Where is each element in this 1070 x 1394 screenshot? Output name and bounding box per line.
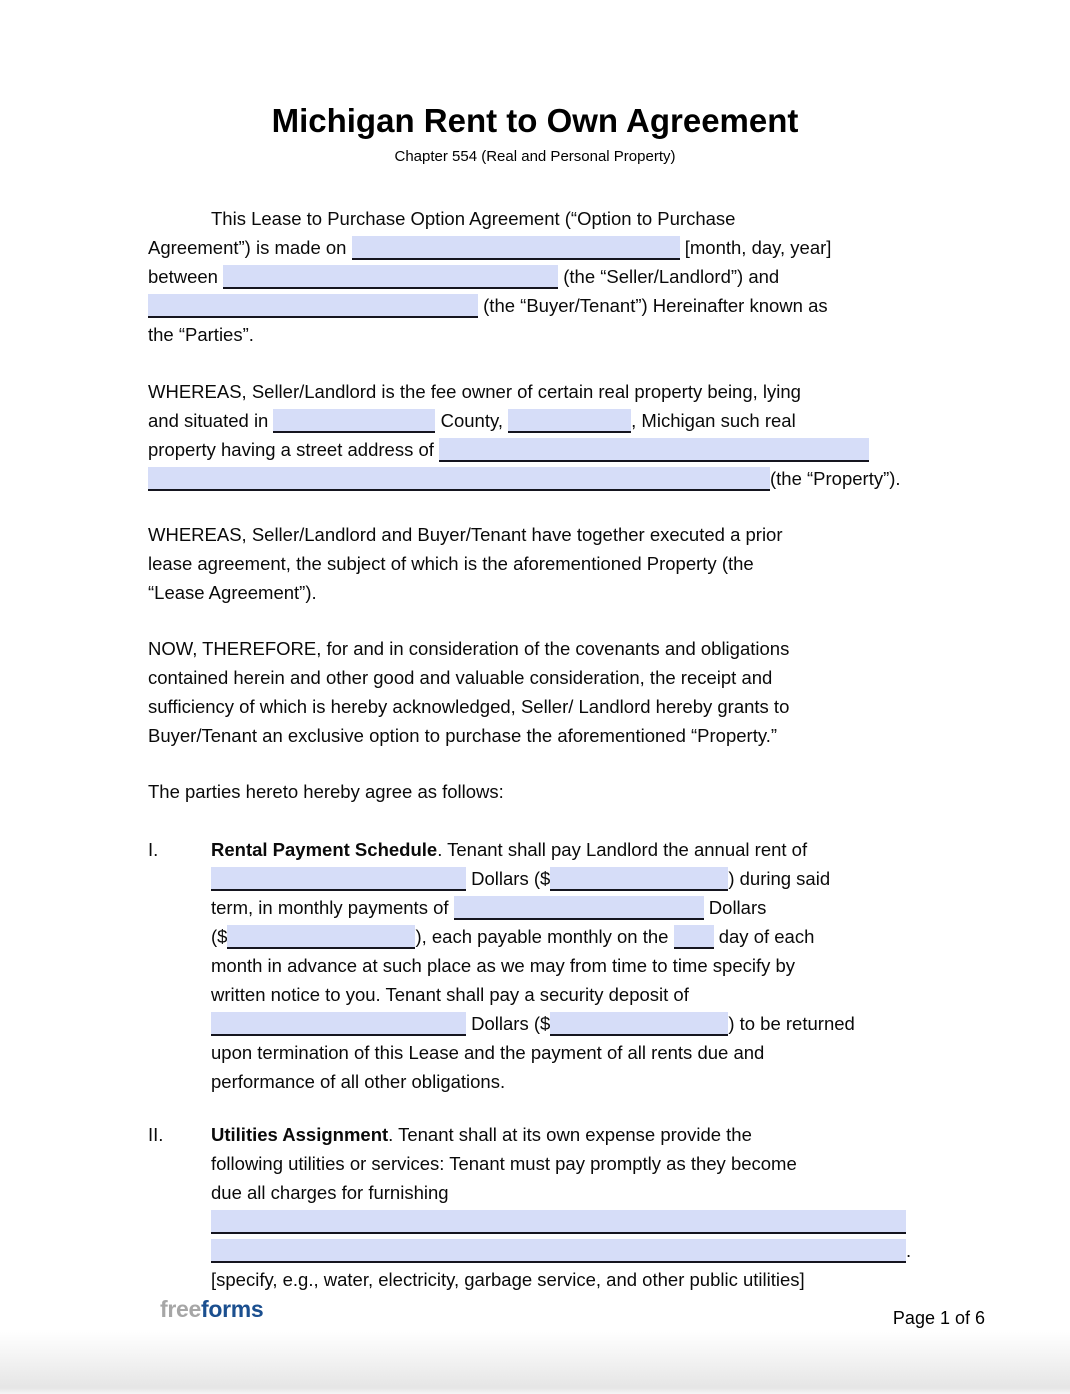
text-run: sufficiency of which is hereby acknowledged, Seller/ Landlord hereby grants to: [148, 696, 790, 717]
logo-forms-text: forms: [201, 1296, 264, 1322]
text-run: Dollars ($: [466, 1013, 551, 1034]
text-line: [211, 835, 932, 864]
text-line: [148, 634, 932, 663]
text-run: the “Parties”.: [148, 324, 254, 345]
text-run: , Michigan such real: [631, 410, 796, 431]
now-therefore-paragraph: [148, 634, 932, 750]
paragraph-content: [148, 520, 932, 607]
paragraph-content: [148, 634, 932, 750]
annual-rent-words-field[interactable]: [211, 867, 466, 891]
text-run: ($: [211, 926, 228, 947]
street-address-line-1-field[interactable]: [439, 438, 869, 462]
text-run: and situated in: [148, 410, 274, 431]
text-run: This Lease to Purchase Option Agreement (“Option to Purchase: [211, 208, 736, 229]
clause-title: Rental Payment Schedule: [211, 839, 438, 860]
text-run: Dollars ($: [466, 868, 551, 889]
text-run: ) to be returned: [728, 1013, 855, 1034]
text-run: performance of all other obligations.: [211, 1071, 506, 1092]
utilities-line-2-field[interactable]: [211, 1239, 906, 1263]
text-line: [148, 320, 932, 349]
text-line: [211, 1038, 932, 1067]
page-bottom-shadow: [0, 1332, 1070, 1394]
text-line: [148, 406, 932, 435]
text-line: [148, 291, 932, 320]
text-run: day of each: [713, 926, 815, 947]
text-run: Dollars: [703, 897, 767, 918]
text-line: [211, 1120, 932, 1149]
text-line: [148, 435, 932, 464]
text-line: [211, 1009, 932, 1038]
text-line: [211, 1149, 932, 1178]
text-line: [211, 893, 932, 922]
text-line: [211, 864, 932, 893]
paragraph-content: [211, 1120, 932, 1294]
text-run: . Tenant shall at its own expense provide the: [388, 1124, 752, 1145]
text-run: ) during said: [728, 868, 831, 889]
text-run: Agreement”) is made on: [148, 237, 352, 258]
monthly-payment-words-field[interactable]: [454, 896, 704, 920]
section-number: I.: [148, 839, 159, 860]
text-run: NOW, THEREFORE, for and in consideration of the covenants and obligations: [148, 638, 790, 659]
text-line: [148, 262, 932, 291]
text-line: [148, 377, 932, 406]
buyer-tenant-name-field[interactable]: [148, 294, 478, 318]
payment-day-field[interactable]: [674, 925, 714, 949]
text-line: [211, 1178, 932, 1207]
paragraph-content: [148, 377, 932, 493]
text-line: [211, 980, 932, 1009]
text-run: upon termination of this Lease and the payment of all rents due and: [211, 1042, 765, 1063]
paragraph-content: [211, 835, 932, 1096]
text-run: [specify, e.g., water, electricity, garbage service, and other public utilities]: [211, 1269, 805, 1290]
paragraph-content: [148, 777, 932, 806]
text-run: (the “Property”).: [770, 468, 901, 489]
text-line: [148, 464, 932, 493]
text-run: Buyer/Tenant an exclusive option to purchase the aforementioned “Property.”: [148, 725, 778, 746]
text-run: WHEREAS, Seller/Landlord and Buyer/Tenant have together executed a prior: [148, 524, 783, 545]
text-run: . Tenant shall pay Landlord the annual rent of: [437, 839, 808, 860]
text-run: written notice to you. Tenant shall pay a security deposit of: [211, 984, 689, 1005]
text-line: [148, 204, 932, 233]
agree-as-follows-paragraph: [148, 777, 932, 806]
text-line: [211, 1265, 932, 1294]
whereas-lease-paragraph: [148, 520, 932, 607]
text-run: following utilities or services: Tenant must pay promptly as they become: [211, 1153, 797, 1174]
text-line: [148, 692, 932, 721]
logo-free-text: free: [160, 1296, 201, 1322]
intro-paragraph: [148, 204, 932, 349]
text-run: WHEREAS, Seller/Landlord is the fee owner of certain real property being, lying: [148, 381, 801, 402]
agreement-date-field[interactable]: [352, 236, 680, 260]
text-run: The parties hereto hereby agree as follows:: [148, 781, 504, 802]
city-field[interactable]: [508, 409, 631, 433]
text-run: term, in monthly payments of: [211, 897, 454, 918]
county-field[interactable]: [273, 409, 435, 433]
text-run: lease agreement, the subject of which is the aforementioned Property (the: [148, 553, 754, 574]
text-line: [148, 777, 932, 806]
text-run: between: [148, 266, 224, 287]
text-line: [148, 520, 932, 549]
text-run: “Lease Agreement”).: [148, 582, 317, 603]
text-line: [148, 663, 932, 692]
document-subtitle: Chapter 554 (Real and Personal Property): [394, 148, 676, 165]
text-run: due all charges for furnishing: [211, 1182, 449, 1203]
freeforms-logo: [160, 1296, 263, 1323]
text-line: [211, 951, 932, 980]
text-line: [211, 922, 932, 951]
text-run: ), each payable monthly on the: [415, 926, 674, 947]
security-deposit-amount-field[interactable]: [550, 1012, 728, 1036]
text-line: [148, 721, 932, 750]
text-run: (the “Seller/Landlord”) and: [558, 266, 780, 287]
section-utilities-assignment: [148, 1120, 932, 1294]
text-run: month in advance at such place as we may from time to time specify by: [211, 955, 796, 976]
page-number-label: Page 1 of 6: [892, 1308, 985, 1328]
text-line: [148, 233, 932, 262]
text-line: [211, 1236, 932, 1265]
security-deposit-words-field[interactable]: [211, 1012, 466, 1036]
section-number: II.: [148, 1124, 164, 1145]
document-title: Michigan Rent to Own Agreement: [271, 102, 799, 139]
text-run: property having a street address of: [148, 439, 440, 460]
street-address-line-2-field[interactable]: [148, 467, 770, 491]
clause-title: Utilities Assignment: [211, 1124, 389, 1145]
text-line: [148, 578, 932, 607]
text-line: [211, 1207, 932, 1236]
annual-rent-amount-field[interactable]: [550, 867, 728, 891]
monthly-payment-amount-field[interactable]: [227, 925, 415, 949]
seller-landlord-name-field[interactable]: [223, 265, 558, 289]
document-footer: [0, 1296, 1070, 1336]
whereas-property-paragraph: [148, 377, 932, 493]
text-line: [211, 1067, 932, 1096]
text-run: contained herein and other good and valuable consideration, the receipt and: [148, 667, 773, 688]
text-run: [month, day, year]: [679, 237, 832, 258]
first-line-indent: [148, 224, 211, 225]
section-rental-payment-schedule: [148, 835, 932, 1096]
document-header: [0, 101, 1070, 166]
paragraph-content: [148, 204, 932, 349]
text-run: County,: [435, 410, 509, 431]
text-run: (the “Buyer/Tenant”) Hereinafter known as: [478, 295, 828, 316]
utilities-line-1-field[interactable]: [211, 1210, 906, 1234]
text-run: .: [906, 1240, 912, 1261]
text-line: [148, 549, 932, 578]
